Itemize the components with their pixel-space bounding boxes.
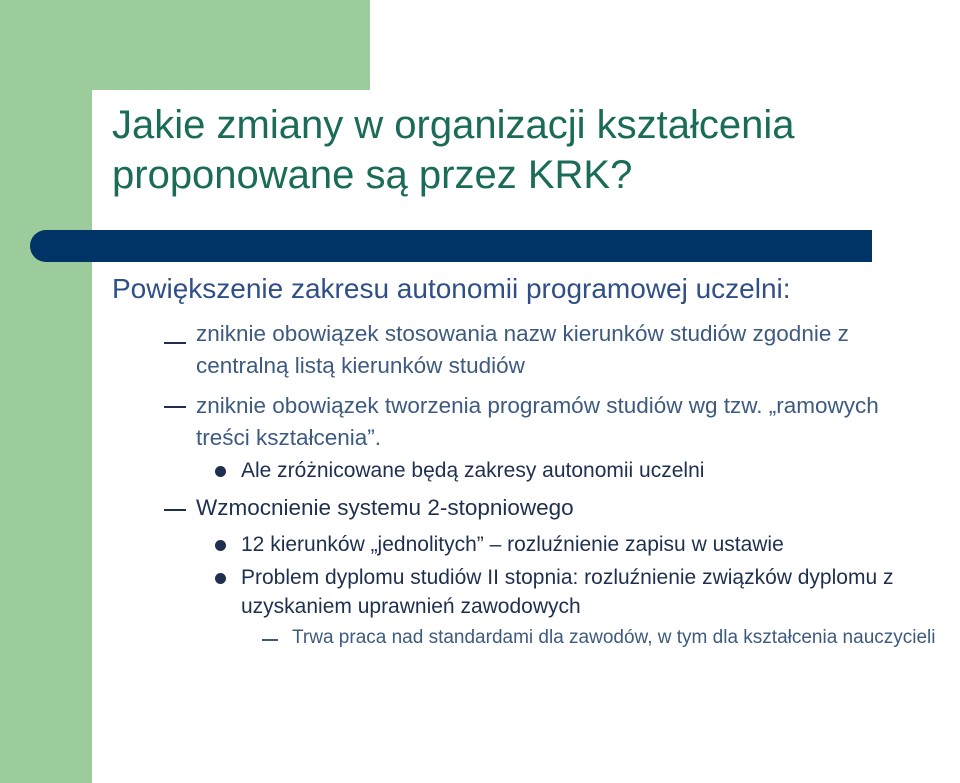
title-line-1: Jakie zmiany w organizacji kształcenia <box>112 103 795 147</box>
slide-title <box>112 100 795 200</box>
bullet-item-2: zniknie obowiązek tworzenia programów studiów wg tzw. „ramowych treści kształcenia”. <box>196 393 879 450</box>
dot-bullet <box>215 540 226 551</box>
dash-bullet-small <box>262 639 278 641</box>
dot-bullet <box>215 466 226 477</box>
bullet-item-3: Wzmocnienie systemu 2-stopniowego <box>196 495 574 520</box>
sub-sub-bullet-item-1: Trwa praca nad standardami dla zawodów, w tym dla kształcenia nauczycieli <box>292 627 936 648</box>
dash-bullet <box>164 406 186 408</box>
main-heading: Powiększenie zakresu autonomii programowej uczelni: <box>112 273 791 304</box>
title-line-2: proponowane są przez KRK? <box>112 153 633 197</box>
dash-bullet <box>164 509 186 511</box>
bullet-item-1: zniknie obowiązek stosowania nazw kierunków studiów zgodnie z centralną listą kierunków studiów <box>196 321 849 378</box>
sub-bullet-item-3: Problem dyplomu studiów II stopnia: rozluźnienie związków dyplomu z uzyskaniem uprawnień zawodowych <box>241 566 894 618</box>
title-underline-bar <box>30 230 872 262</box>
green-band-left <box>0 0 92 783</box>
sub-bullet-item-1: Ale zróżnicowane będą zakresy autonomii uczelni <box>241 459 705 482</box>
green-band-top <box>0 0 370 90</box>
sub-bullet-item-2: 12 kierunków „jednolitych” – rozluźnienie zapisu w ustawie <box>241 533 784 556</box>
dash-bullet <box>164 342 186 344</box>
dot-bullet <box>215 573 226 584</box>
